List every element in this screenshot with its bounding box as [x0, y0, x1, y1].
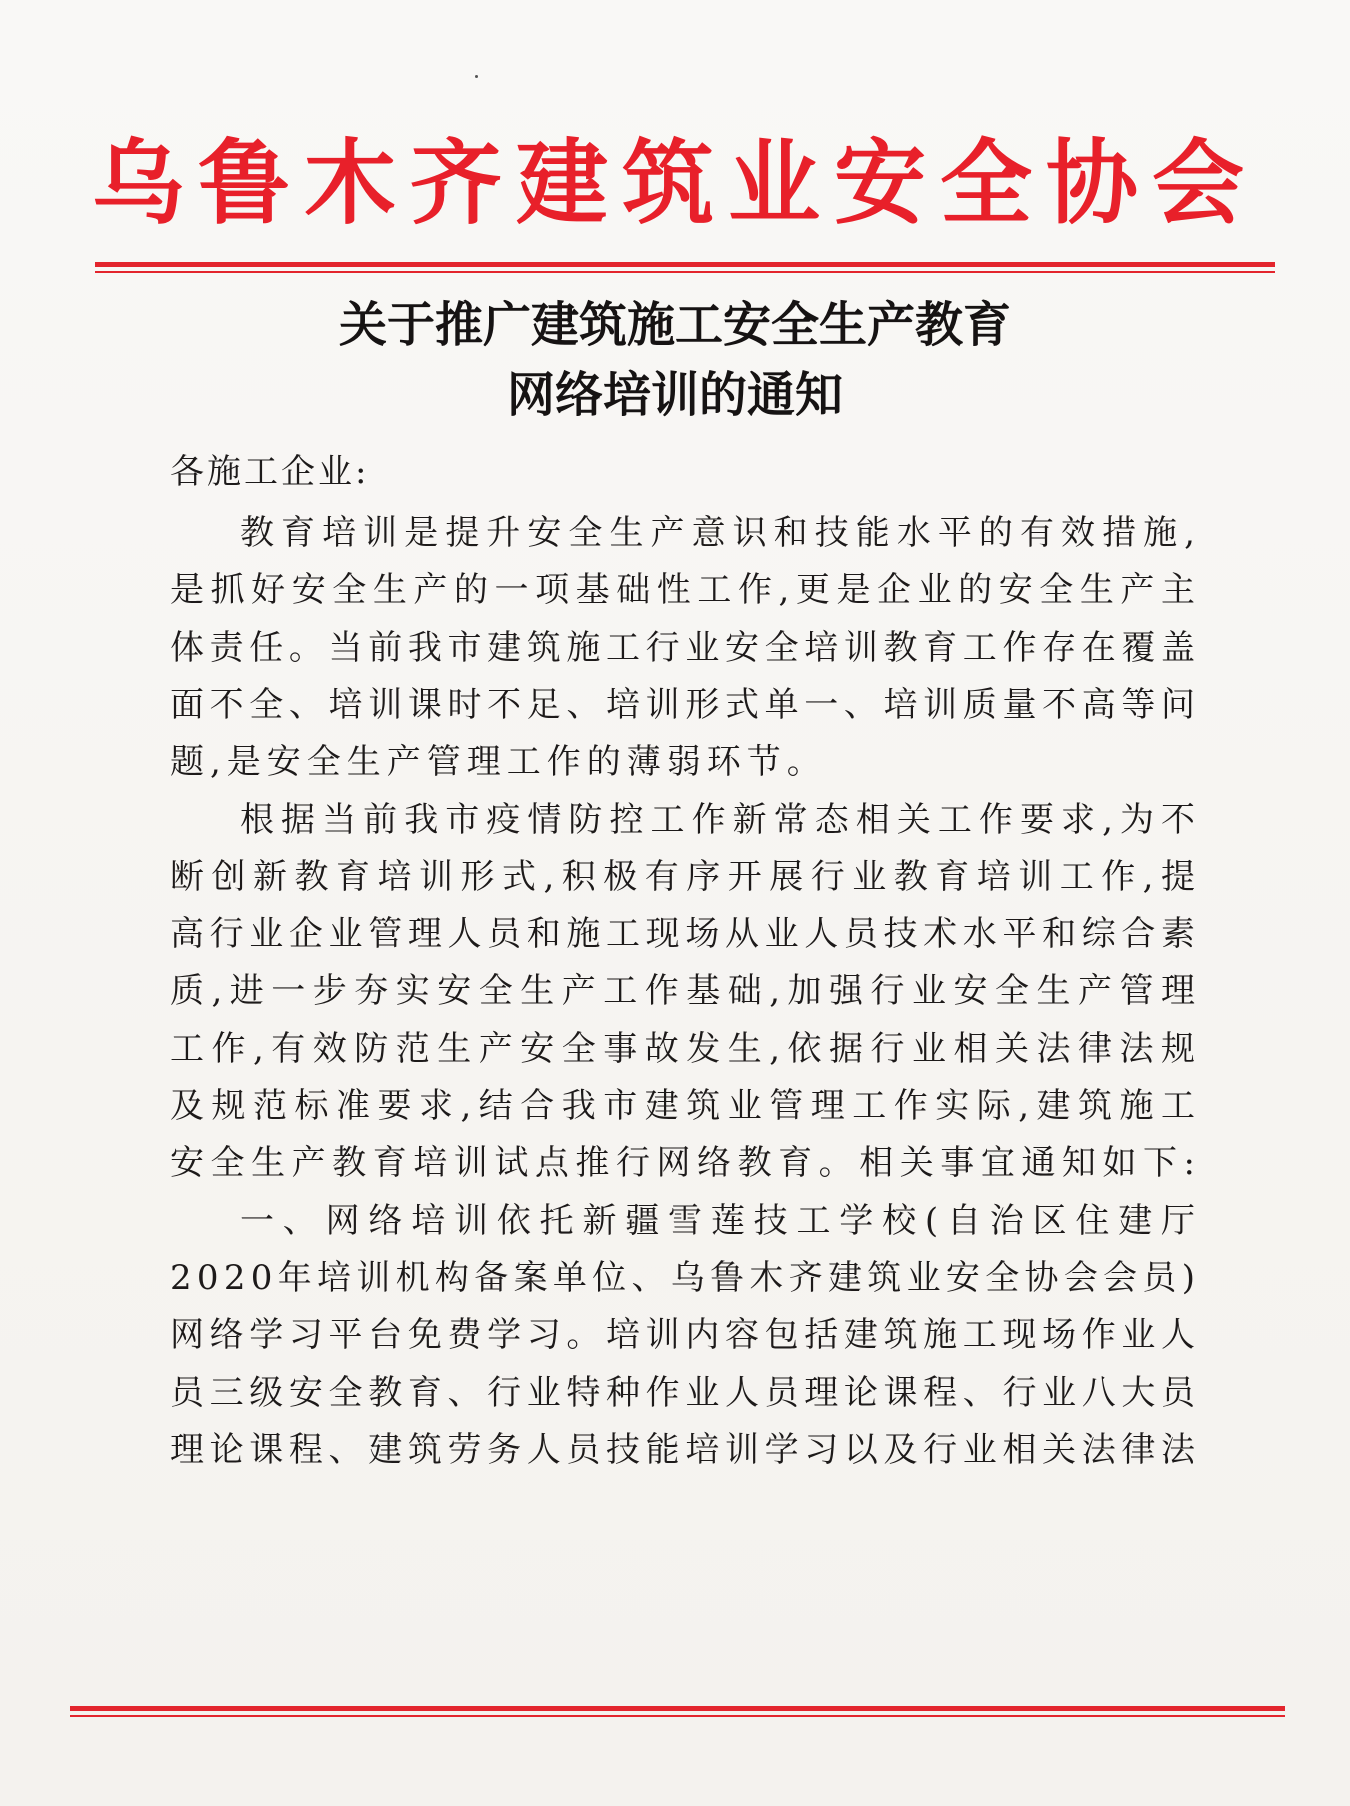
title-line-2: 网络培训的通知: [506, 367, 843, 423]
body-line: 工作,有效防范生产安全事故发生,依据行业相关法律法规: [170, 1029, 1203, 1069]
body-line: 安全生产教育培训试点推行网络教育。相关事宜通知如下:: [170, 1143, 1202, 1183]
body-line: 是抓好安全生产的一项基础性工作,更是企业的安全生产主: [170, 570, 1202, 610]
body-line: 高行业企业管理人员和施工现场从业人员技术水平和综合素: [170, 914, 1201, 954]
body-line: 题,是安全生产管理工作的薄弱环节。: [170, 742, 827, 782]
salutation: 各施工企业:: [170, 452, 370, 492]
title-line-1: 关于推广建筑施工安全生产教育: [338, 297, 1011, 353]
body-line: 网络学习平台免费学习。培训内容包括建筑施工现场作业人: [170, 1315, 1201, 1355]
letterhead-organization: 乌鲁木齐建筑业安全协会: [91, 130, 1258, 237]
body-line: 质,进一步夯实安全生产工作基础,加强行业安全生产管理: [170, 971, 1203, 1011]
letterhead-top-rule: [95, 262, 1275, 276]
top-rule-thick-line: [95, 262, 1275, 267]
body-line: 体责任。当前我市建筑施工行业安全培训教育工作存在覆盖: [170, 628, 1201, 668]
bottom-rule-thin-line: [70, 1715, 1285, 1717]
body-line: 一、网络培训依托新疆雪莲技工学校(自治区住建厅: [240, 1201, 1204, 1241]
body-line: 员三级安全教育、行业特种作业人员理论课程、行业八大员: [170, 1373, 1201, 1413]
bottom-rule-thick-line: [70, 1706, 1285, 1711]
body-line: 2020年培训机构备案单位、乌鲁木齐建筑业安全协会会员): [170, 1258, 1201, 1298]
body-line: 面不全、培训课时不足、培训形式单一、培训质量不高等问: [170, 685, 1201, 725]
body-line: 根据当前我市疫情防控工作新常态相关工作要求,为不: [240, 800, 1203, 840]
scan-speck: [475, 75, 478, 78]
body-line: 教育培训是提升安全生产意识和技能水平的有效措施,: [240, 513, 1203, 553]
letterhead-bottom-rule: [70, 1706, 1285, 1720]
body-line: 理论课程、建筑劳务人员技能培训学习以及行业相关法律法: [170, 1430, 1201, 1470]
document-title: [0, 290, 1350, 430]
top-rule-thin-line: [95, 271, 1275, 273]
body-line: 及规范标准要求,结合我市建筑业管理工作实际,建筑施工: [170, 1086, 1203, 1126]
body-line: 断创新教育培训形式,积极有序开展行业教育培训工作,提: [170, 857, 1203, 897]
